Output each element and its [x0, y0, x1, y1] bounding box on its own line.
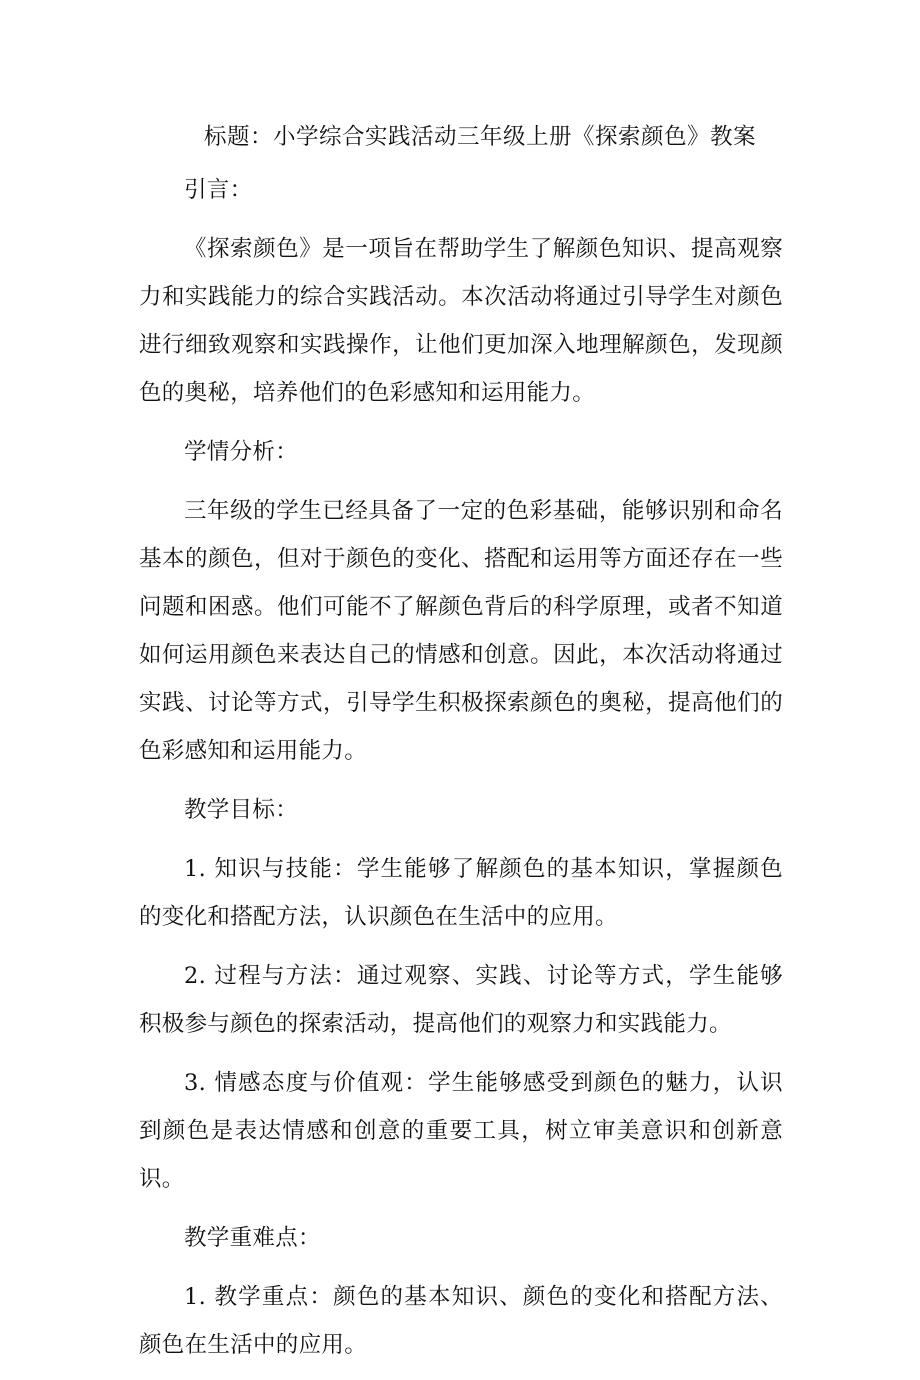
goal-item-1: 1. 知识与技能：学生能够了解颜色的基本知识，掌握颜色的变化和搭配方法，认识颜色在生活中的应用。: [139, 856, 783, 930]
document-body: [139, 166, 783, 1380]
analysis-heading: 学情分析：: [184, 439, 299, 465]
document-title: 标题：小学综合实践活动三年级上册《探索颜色》教案: [203, 124, 756, 150]
goal-item-3: 3. 情感态度与价值观：学生能够感受到颜色的魅力，认识到颜色是表达情感和创意的重要工具，树立审美意识和创新意识。: [139, 1070, 783, 1192]
intro-heading: 引言：: [184, 177, 253, 203]
key-point-item-1: 1. 教学重点：颜色的基本知识、颜色的变化和搭配方法、颜色在生活中的应用。: [139, 1284, 783, 1358]
goal-item-2: 2. 过程与方法：通过观察、实践、讨论等方式，学生能够积极参与颜色的探索活动，提高他们的观察力和实践能力。: [139, 963, 783, 1037]
analysis-paragraph: 三年级的学生已经具备了一定的色彩基础，能够识别和命名基本的颜色，但对于颜色的变化、搭配和运用等方面还存在一些问题和困惑。他们可能不了解颜色背后的科学原理，或者不知道如何运用颜色来表达自己的情感和创意。因此，本次活动将通过实践、讨论等方式，引导学生积极探索颜色的奥秘，提高他们的色彩感知和运用能力。: [139, 498, 783, 764]
goals-heading: 教学目标：: [184, 797, 299, 823]
key-points-heading: 教学重难点：: [184, 1225, 321, 1251]
intro-paragraph: 《探索颜色》是一项旨在帮助学生了解颜色知识、提高观察力和实践能力的综合实践活动。本次活动将通过引导学生对颜色进行细致观察和实践操作，让他们更加深入地理解颜色，发现颜色的奥秘，培养他们的色彩感知和运用能力。: [139, 236, 783, 406]
